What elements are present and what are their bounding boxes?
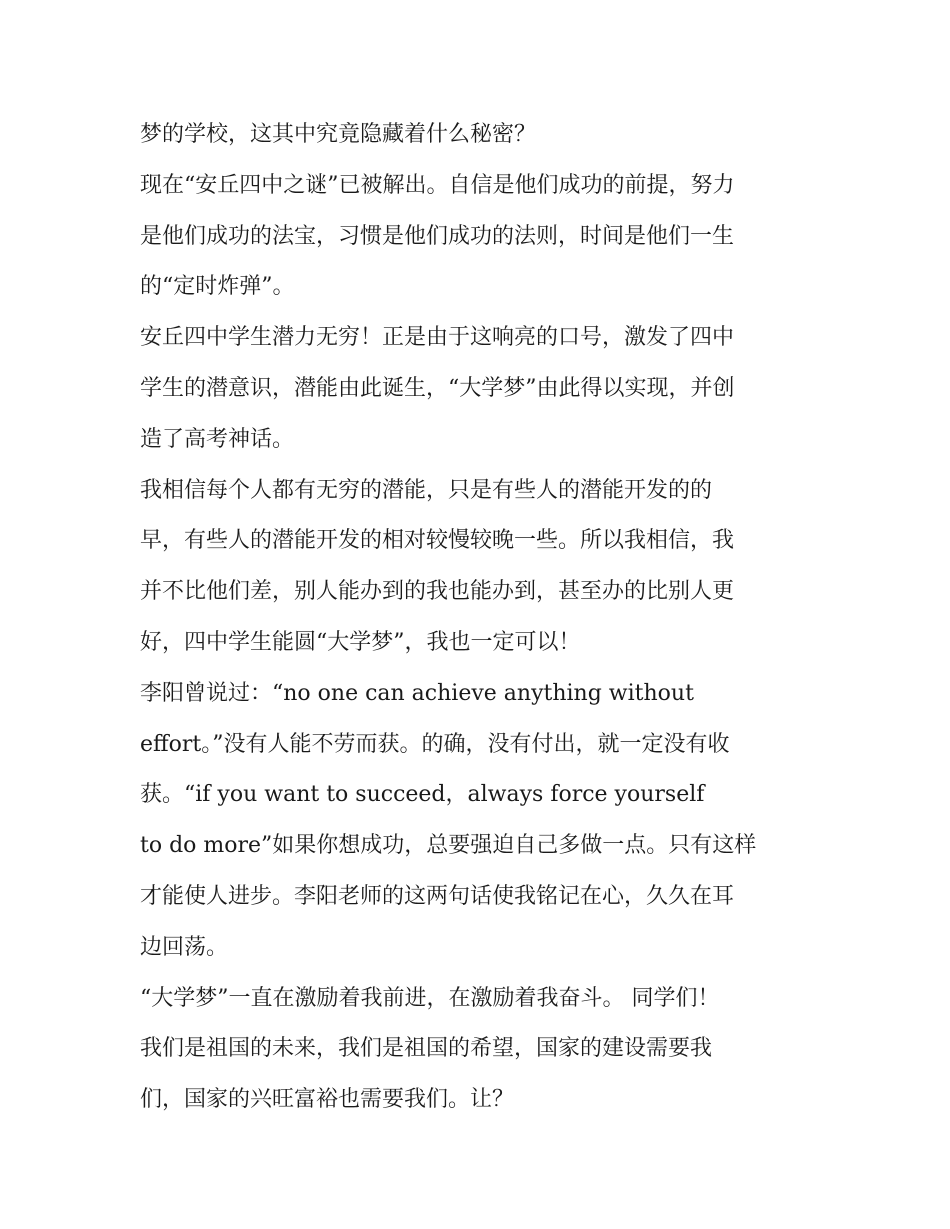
- text-line: 获。“if you want to succeed，always force yourself: [140, 782, 705, 808]
- text-line: 们，国家的兴旺富裕也需要我们。让？: [140, 1087, 515, 1113]
- text-line: to do more”如果你想成功，总要强迫自己多做一点。只有这样: [140, 833, 757, 859]
- text-line: 的“定时炸弹”。: [140, 274, 295, 300]
- text-line: 我相信每个人都有无穷的潜能，只是有些人的潜能开发的的: [140, 477, 713, 503]
- text-line: 并不比他们差，别人能办到的我也能办到，甚至办的比别人更: [140, 579, 735, 605]
- text-line: 好，四中学生能圆“大学梦”，我也一定可以！: [140, 629, 581, 655]
- text-line: 我们是祖国的未来，我们是祖国的希望，国家的建设需要我: [140, 1036, 713, 1062]
- text-line: 学生的潜意识，潜能由此诞生，“大学梦”由此得以实现，并创: [140, 375, 735, 401]
- document-body: [140, 110, 820, 1126]
- text-line: 李阳曾说过：“no one can achieve anything without: [140, 680, 694, 706]
- text-line: 梦的学校，这其中究竟隐藏着什么秘密？: [140, 122, 537, 147]
- text-line: 现在“安丘四中之谜”已被解出。自信是他们成功的前提，努力: [140, 172, 735, 198]
- text-line: 早，有些人的潜能开发的相对较慢较晚一些。所以我相信，我: [140, 528, 735, 554]
- text-line: 才能使人进步。李阳老师的这两句话使我铭记在心，久久在耳: [140, 883, 735, 909]
- text-line: effort。”没有人能不劳而获。的确，没有付出，就一定没有收: [140, 731, 730, 757]
- text-line: 是他们成功的法宝，习惯是他们成功的法则，时间是他们一生: [140, 223, 735, 249]
- text-line: “大学梦”一直在激励着我前进，在激励着我奋斗。 同学们！: [140, 985, 720, 1011]
- text-line: 造了高考神话。: [140, 426, 295, 452]
- text-line: 安丘四中学生潜力无穷！正是由于这响亮的口号，激发了四中: [140, 325, 735, 351]
- text-line: 边回荡。: [140, 934, 229, 960]
